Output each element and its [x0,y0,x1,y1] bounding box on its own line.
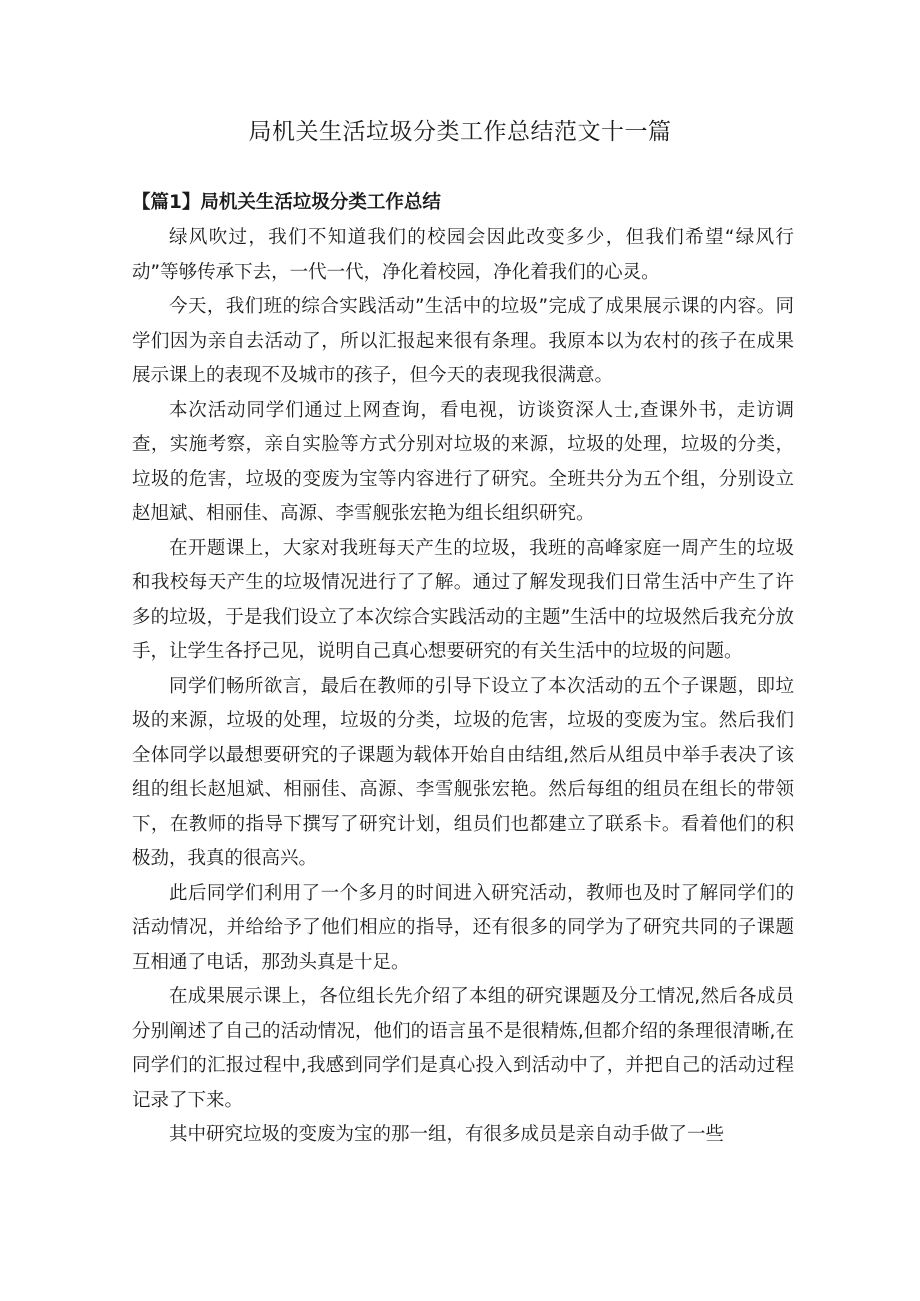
paragraph: 在开题课上，大家对我班每天产生的垃圾，我班的高峰家庭一周产生的垃圾和我校每天产生的垃圾情况进行了了解。通过了解发现我们日常生活中产生了许多的垃圾，于是我们设立了本次综合实践活动的主题”生活中的垃圾然后我充分放手，让学生各抒己见，说明自己真心想要研究的有关生活中的垃圾的问题。 [132,537,794,662]
paragraph: 同学们畅所欲言，最后在教师的引导下设立了本次活动的五个子课题，即垃圾的来源，垃圾的处理，垃圾的分类，垃圾的危害，垃圾的变废为宝。然后我们全体同学以最想要研究的子课题为载体开始自由结组,然后从组员中举手表决了该组的组长赵旭斌、相丽佳、高源、李雪舰张宏艳。然后每组的组员在组长的带领下，在教师的指导下撰写了研究计划，组员们也都建立了联系卡。看着他们的积极劲，我真的很高兴。 [132,675,794,869]
paragraph: 本次活动同学们通过上网查询，看电视，访谈资深人士,查课外书，走访调查，实施考察，亲自实脸等方式分别对垃圾的来源，垃圾的处理，垃圾的分类，垃圾的危害，垃圾的变废为宝等内容进行了研究。全班共分为五个组，分别设立赵旭斌、相丽佳、高源、李雪舰张宏艳为组长组织研究。 [132,399,794,524]
paragraph: 其中研究垃圾的变废为宝的那一组，有很多成员是亲自动手做了一些 [169,1124,725,1145]
paragraph: 在成果展示课上，各位组长先介绍了本组的研究课题及分工情况,然后各成员分别阐述了自己的活动情况，他们的语言虽不是很精炼,但都介绍的条理很清晰,在同学们的汇报过程中,我感到同学们是真心投入到活动中了，并把自己的活动过程记录了下来。 [132,986,794,1111]
paragraph: 绿风吹过，我们不知道我们的校园会因此改变多少，但我们希望“绿风行动”等够传承下去，一代一代，净化着校园，净化着我们的心灵。 [132,227,794,283]
paragraph: 此后同学们利用了一个多月的时间进入研究活动，教师也及时了解同学们的活动情况，并给给予了他们相应的指导，还有很多的同学为了研究共同的子课题互相通了电话，那劲头真是十足。 [132,882,794,973]
document-title: 局机关生活垃圾分类工作总结范文十一篇 [248,119,672,145]
section-heading: 【篇1】局机关生活垃圾分类工作总结 [132,192,441,213]
paragraph: 今天，我们班的综合实践活动”生活中的垃圾”完成了成果展示课的内容。同学们因为亲自去活动了，所以汇报起来很有条理。我原本以为农村的孩子在成果展示课上的表现不及城市的孩子，但今天的表现我很满意。 [132,296,794,386]
document-body [132,221,794,1153]
